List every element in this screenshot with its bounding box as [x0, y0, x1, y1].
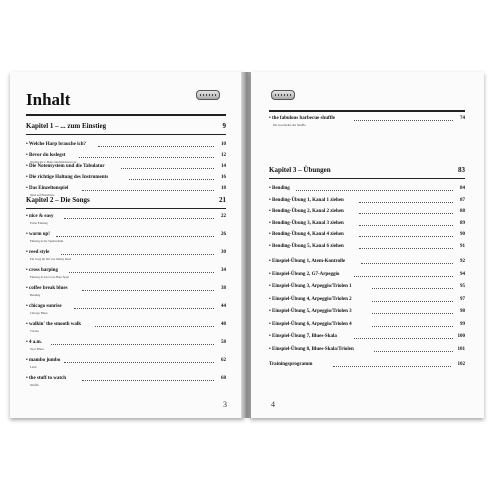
toc-entry-description: Einstieg in die Spieltechnik: [30, 239, 64, 243]
chapter-2-heading: [26, 196, 226, 204]
training-label: Trainingsprogramm: [269, 362, 313, 367]
toc-entry-description: Erster Einstieg: [30, 221, 48, 225]
leader-dots: [359, 201, 453, 203]
toc-entry-page: 97: [460, 296, 465, 302]
leader-dots: [82, 289, 214, 291]
toc-entry-page: 92: [460, 259, 465, 264]
chapter-2-label: Kapitel 2 – Die Songs: [26, 196, 90, 204]
chapter-1-label: Kapitel 1 – ... zum Einstieg: [26, 122, 107, 130]
chapter-3-label: Kapitel 3 – Übungen: [269, 166, 331, 174]
toc-entry-description: Triolen: [30, 329, 39, 333]
page-title: Inhalt: [26, 90, 71, 109]
leader-dots: [64, 217, 214, 219]
toc-entry: [26, 250, 226, 255]
leader-dots: [354, 337, 453, 339]
toc-entry-page: 12: [221, 153, 226, 158]
toc-entry-page: 95: [460, 284, 465, 289]
toc-entry-label: • warm up!: [26, 232, 50, 237]
chapter-1-page: 9: [222, 122, 226, 130]
toc-entry: [269, 221, 465, 226]
toc-entry: [26, 175, 226, 180]
toc-entry-label: • Einspiel-Übung 7, Blues-Skala: [269, 334, 337, 339]
toc-entry-description: Bending: [30, 293, 41, 297]
toc-entry-description: Spiel auf Einzeltöne: [30, 193, 55, 197]
toc-entry-label: • Einspiel-Übung 2, G7-Arpeggio: [269, 271, 340, 277]
leader-dots: [354, 275, 453, 277]
toc-entry-page: 10: [221, 142, 226, 147]
leader-dots: [74, 307, 214, 309]
leader-dots: [359, 224, 453, 226]
toc-entry-page: 74: [460, 116, 465, 121]
page-number-right: 4: [271, 400, 275, 409]
toc-entry-page: 94: [460, 271, 465, 277]
toc-entry-page: 88: [460, 209, 465, 214]
leader-dots: [56, 235, 214, 237]
chapter-1-heading: [26, 122, 226, 130]
harmonica-icon: [271, 90, 295, 100]
toc-entry-label: • the fabulous barbecue shuffle: [269, 116, 335, 121]
toc-entry: [26, 376, 226, 381]
toc-entry-label: • Einspiel-Übung 5, Arpeggio/Triolen 3: [269, 309, 352, 314]
leader-dots: [374, 350, 453, 352]
leader-dots: [372, 325, 453, 327]
leader-dots: [372, 287, 453, 289]
toc-entry-label: • Bending: [269, 186, 290, 191]
toc-entry-label: • reed style: [26, 250, 50, 255]
toc-entry: [269, 297, 465, 302]
toc-entry-description: Chicago Blues: [30, 311, 48, 315]
toc-entry-label: • Einspiel-Übung 6, Arpeggio/Triolen 4: [269, 321, 352, 327]
toc-entry-description: Die Geschichte des Shuffle: [273, 123, 306, 127]
toc-entry-label: • Die Notensystem und die Tabulatur: [26, 164, 105, 169]
toc-entry-label: • Bending-Übung 4, Kanal 4 ziehen: [269, 232, 344, 237]
chapter-2-page: 21: [219, 196, 226, 204]
toc-entry: [269, 186, 465, 191]
toc-entry: [26, 286, 226, 291]
chapter-3-rule: [269, 178, 465, 179]
toc-entry-label: • Einspiel-Übung 8, Blues-Skala/Triolen: [269, 346, 354, 352]
toc-entry-page: 99: [460, 321, 465, 327]
toc-entry: [26, 268, 226, 273]
toc-entry: [26, 186, 226, 191]
toc-entry-page: 58: [221, 340, 226, 345]
toc-entry-label: • coffee break blues: [26, 286, 68, 291]
leader-dots: [372, 312, 453, 314]
toc-entry-page: 16: [221, 175, 226, 180]
toc-entry: [269, 284, 465, 289]
toc-entry-page: 22: [221, 214, 226, 219]
header-rule: [269, 110, 465, 112]
toc-entry-description: Slow Blues: [30, 347, 44, 351]
toc-entry-label: • Einspiel-Übung 3, Arpeggio/Triolen 1: [269, 284, 352, 289]
leader-dots: [69, 271, 214, 273]
toc-entry-description: Latin: [30, 365, 37, 369]
leader-dots: [61, 253, 214, 255]
toc-entry-label: • cross harping: [26, 268, 58, 273]
toc-entry-page: 44: [221, 304, 226, 309]
toc-entry: [26, 322, 226, 327]
leader-dots: [129, 178, 214, 180]
toc-entry-page: 100: [457, 334, 465, 339]
leader-dots: [82, 189, 214, 191]
toc-entry: [269, 347, 465, 352]
toc-entry-page: 101: [457, 346, 465, 352]
toc-entry: [269, 209, 465, 214]
toc-entry-label: • nice & easy: [26, 214, 54, 219]
toc-entry-label: • Die richtige Haltung des Instruments: [26, 175, 109, 180]
leader-dots: [359, 247, 453, 249]
left-page: [10, 72, 244, 418]
toc-entry-page: 87: [460, 197, 465, 203]
leader-dots: [95, 325, 214, 327]
toc-entry: [26, 142, 226, 147]
toc-entry: [269, 272, 465, 277]
toc-entry-page: 62: [221, 358, 226, 363]
toc-entry: [26, 153, 226, 158]
toc-entry-page: 98: [460, 309, 465, 314]
toc-entry-page: 38: [221, 286, 226, 291]
leader-dots: [372, 300, 453, 302]
toc-entry-page: 26: [221, 232, 226, 237]
toc-entry-label: • chicago sunrise: [26, 304, 62, 309]
toc-entry: [269, 322, 465, 327]
toc-entry-label: • the stuff to watch: [26, 376, 67, 381]
toc-entry: [26, 340, 226, 345]
leader-dots: [359, 212, 453, 214]
toc-entry: [269, 244, 465, 249]
leader-dots: [64, 361, 214, 363]
toc-entry: [26, 304, 226, 309]
leader-dots: [361, 262, 453, 264]
leader-dots: [359, 235, 453, 237]
toc-entry-page: 34: [221, 268, 226, 273]
toc-entry-page: 48: [221, 322, 226, 327]
toc-entry-page: 68: [221, 376, 226, 381]
page-number-left: 3: [223, 400, 227, 409]
chapter-3-page: 83: [458, 166, 465, 174]
harmonica-icon: [196, 90, 220, 100]
toc-entry: [26, 358, 226, 363]
toc-entry-page: 18: [221, 186, 226, 191]
toc-entry-label: • Bending-Übung 3, Kanal 3 ziehen: [269, 220, 344, 226]
leader-dots: [121, 167, 214, 169]
toc-entry-page: 90: [460, 232, 465, 237]
toc-entry: [269, 309, 465, 314]
leader-dots: [333, 365, 451, 367]
toc-entry-label: • Bending-Übung 5, Kanal 6 ziehen: [269, 243, 344, 249]
toc-entry-label: • Bevor du loslegst: [26, 153, 66, 158]
toc-entry-label: • Welche Harp brauche ich?: [26, 142, 86, 147]
leader-dots: [82, 379, 214, 381]
leader-dots: [354, 119, 453, 121]
toc-entry-page: 84: [460, 186, 465, 191]
toc-entry-description: Ein Song im Stil von Jimmy Reed: [30, 257, 72, 261]
toc-entry-page: 89: [460, 220, 465, 226]
toc-entry: [269, 232, 465, 237]
leader-dots: [51, 343, 214, 345]
toc-entry-label: • mambo jumbo: [26, 358, 61, 363]
leader-dots: [296, 189, 453, 191]
toc-entry-page: 14: [221, 164, 226, 169]
toc-entry: [26, 232, 226, 237]
toc-entry-label: • Bending-Übung 1, Kanal 1 ziehen: [269, 197, 344, 203]
title-rule: [26, 114, 226, 116]
toc-entry-description: Warum die C-Harp empfehlenswert ist: [30, 160, 77, 164]
chapter-2-rule: [26, 208, 226, 209]
toc-entry: [269, 116, 465, 121]
leader-dots: [98, 145, 214, 147]
toc-entry: [26, 214, 226, 219]
toc-entry-description: Einstieg in das Cross Harp Spiel: [30, 275, 69, 279]
open-book: [10, 72, 492, 422]
toc-entry: [269, 259, 465, 264]
toc-entry-label: • Einspiel-Übung 4, Arpeggio/Triolen 2: [269, 296, 352, 302]
training-entry: [269, 362, 465, 367]
toc-entry-label: • 4 a.m.: [26, 340, 42, 345]
toc-entry: [269, 198, 465, 203]
toc-entry: [26, 164, 226, 169]
toc-entry-page: 91: [460, 243, 465, 249]
right-page: [250, 72, 484, 418]
toc-entry-label: • Das Einzeltonspiel: [26, 186, 69, 191]
training-page: 102: [457, 362, 465, 367]
chapter-3-heading: [269, 166, 465, 174]
leader-dots: [79, 156, 214, 158]
toc-entry-label: • Bending-Übung 2, Kanal 2 ziehen: [269, 209, 344, 214]
toc-entry-page: 30: [221, 250, 226, 255]
toc-entry-label: • Einspiel-Übung 1, Atem-Kontrolle: [269, 259, 346, 264]
toc-entry: [269, 334, 465, 339]
toc-entry-description: Shuffle: [30, 383, 39, 387]
chapter-1-rule: [26, 134, 226, 135]
toc-entry-label: • walkin' the smooth walk: [26, 322, 82, 327]
